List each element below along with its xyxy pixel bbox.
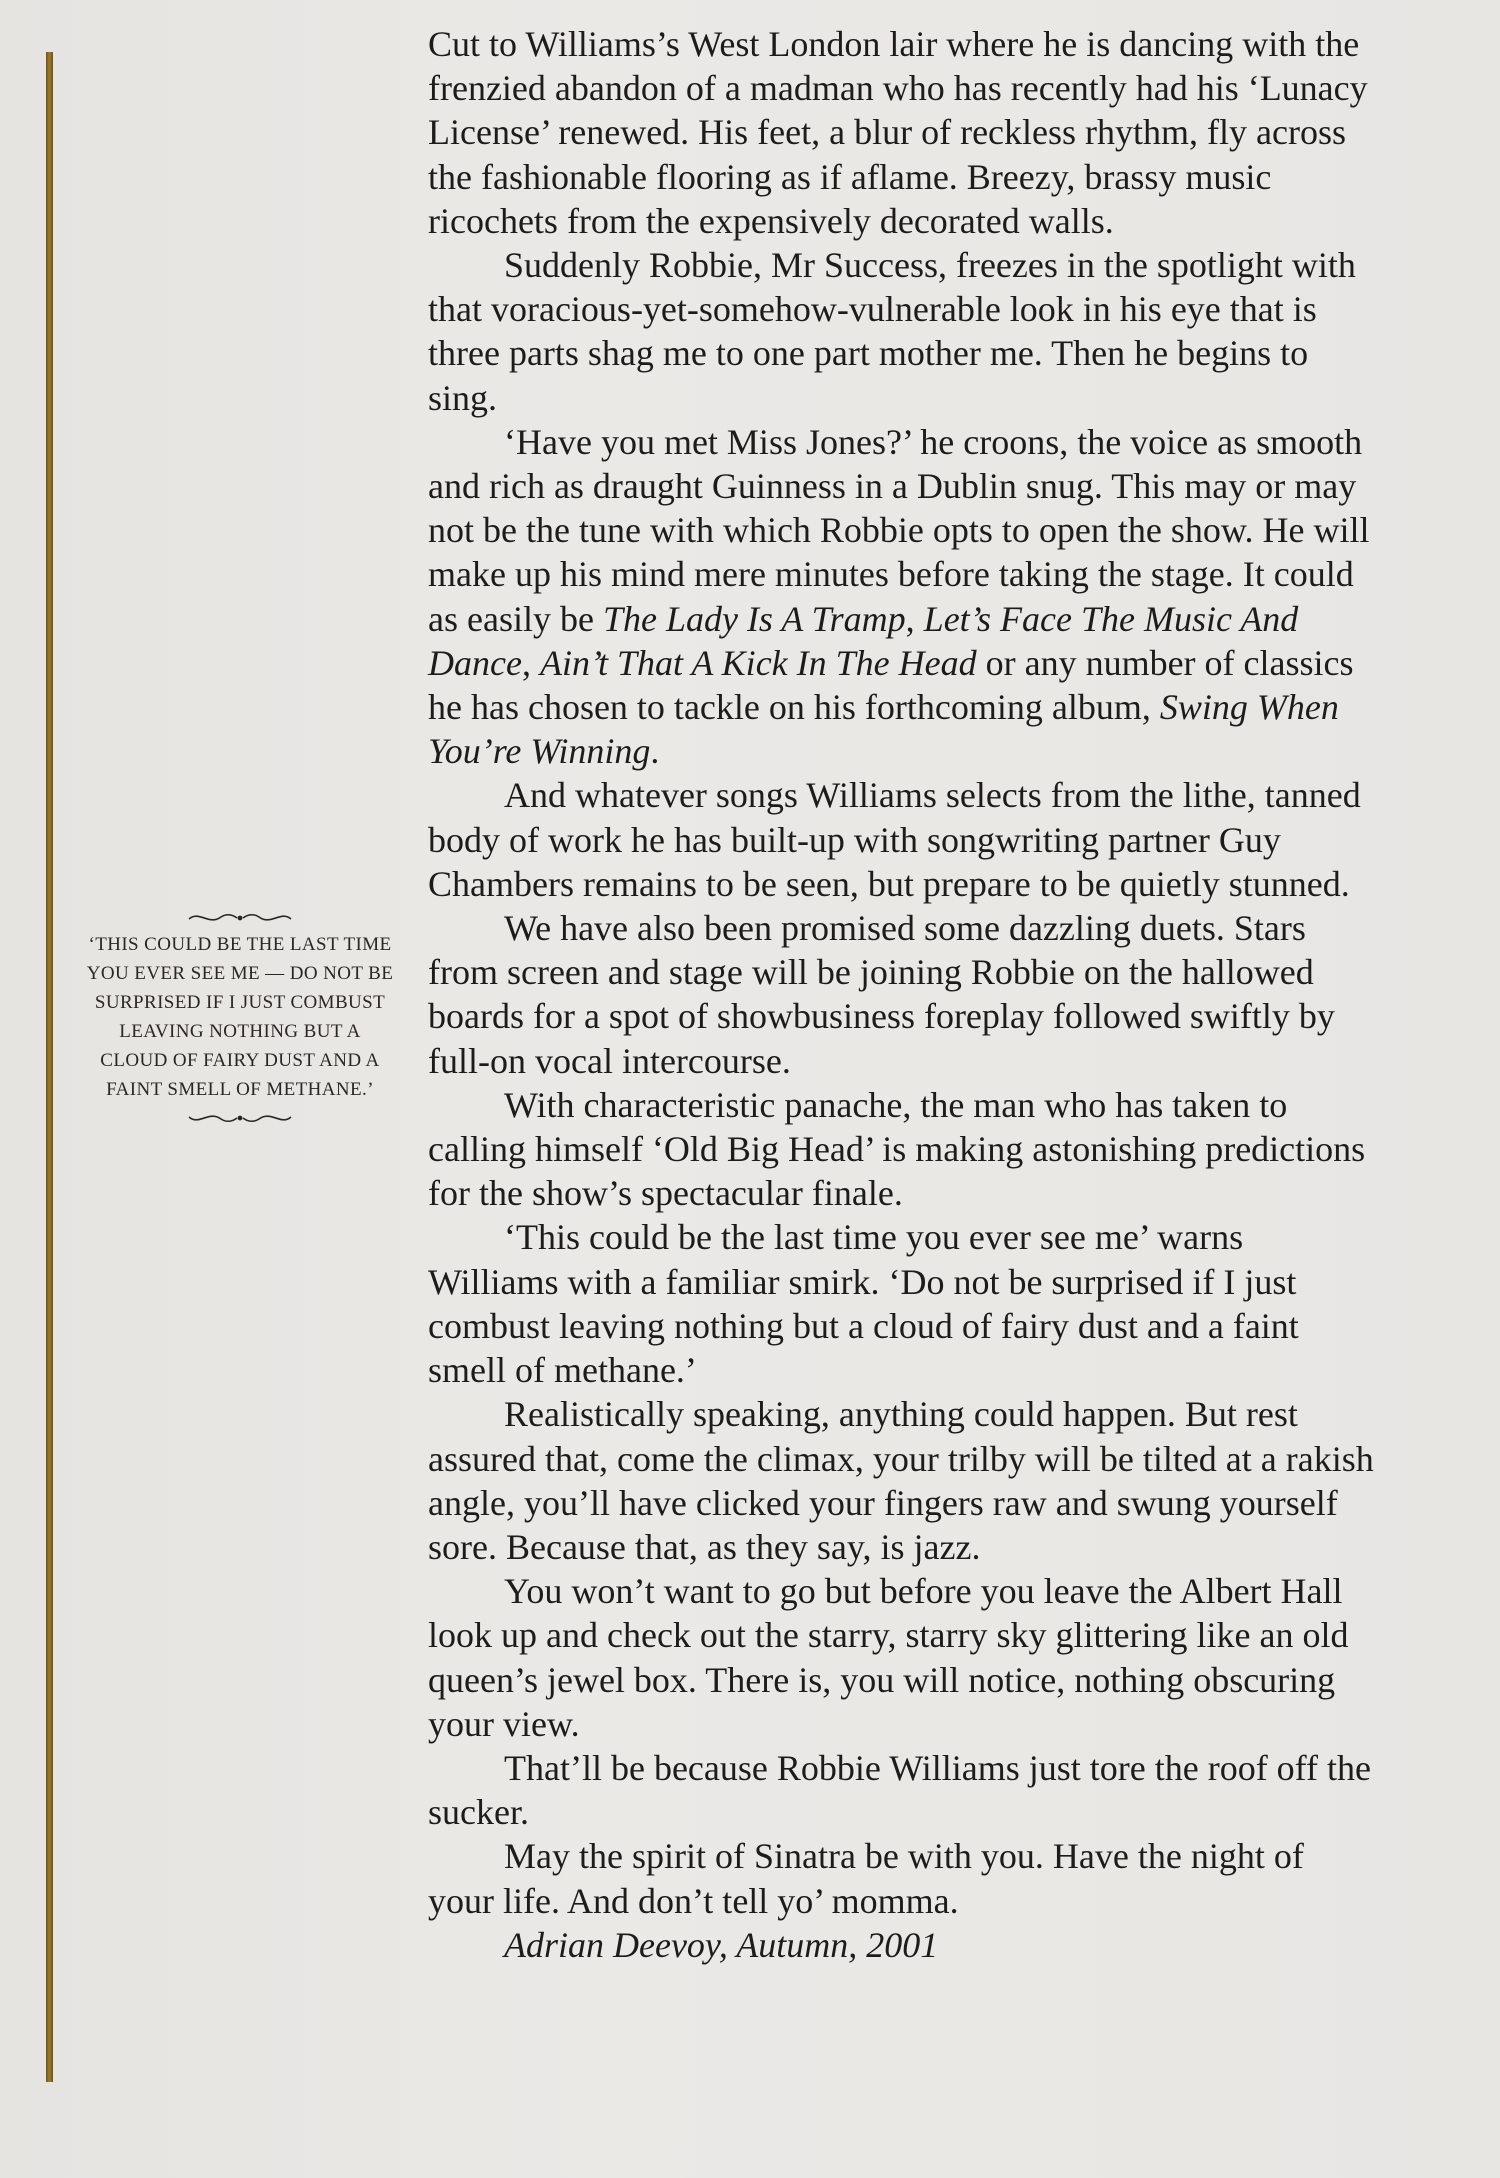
song-title: The Lady Is A Tramp xyxy=(602,598,906,639)
flourish-ornament-icon xyxy=(185,1108,295,1130)
paragraph: We have also been promised some dazzling duets. Stars from screen and stage will be joining Robbie on the hallowed boards for a spot of showbusiness foreplay followed swiftly by full-on vocal intercourse. xyxy=(428,908,1335,1081)
flourish-ornament-icon xyxy=(185,906,295,928)
separator: , xyxy=(905,598,924,639)
song-title: Let’s Face The Music And Dance xyxy=(428,598,1299,683)
paragraph: Suddenly Robbie, Mr Success, freezes in the spotlight with that voracious-yet-somehow-vulnerable look in his eye that is three parts shag me to one part mother me. Then he begins to sing. xyxy=(428,245,1356,418)
paragraph-text: ‘Have you met Miss Jones?’ he croons, the voice as smooth and rich as draught Guinness in a Dublin snug. This may or may not be the tune with which Robbie opts to open the show. He will make up his mind mere minutes before taking the stage. It could as easily be xyxy=(428,421,1370,639)
paragraph: ‘This could be the last time you ever see me’ warns Williams with a familiar smirk. ‘Do not be surprised if I just combust leaving nothing but a cloud of fairy dust and a faint smell of methane.’ xyxy=(428,1217,1299,1391)
separator: , xyxy=(521,642,540,683)
paragraph: You won’t want to go but before you leave the Albert Hall look up and check out the starry, starry sky glittering like an old queen’s jewel box. There is, you will notice, nothing obscuring your view. xyxy=(428,1571,1349,1744)
author-signature: Adrian Deevoy, Autumn, 2001 xyxy=(504,1924,939,1965)
album-title: Swing When You’re Winning xyxy=(428,687,1339,772)
pull-quote xyxy=(84,906,396,1130)
paragraph xyxy=(428,420,1378,774)
paragraph: With characteristic panache, the man who has taken to calling himself ‘Old Big Head’ is making astonishing predictions for the show’s spectacular finale. xyxy=(428,1084,1366,1214)
paragraph: May the spirit of Sinatra be with you. Have the night of your life. And don’t tell yo’ momma. xyxy=(428,1836,1304,1921)
paragraph: Realistically speaking, anything could happen. But rest assured that, come the climax, your trilby will be tilted at a rakish angle, you’ll have clicked your fingers raw and swung yourself sore. Because that, as they say, is jazz. xyxy=(428,1394,1374,1567)
article-body xyxy=(428,22,1378,1967)
paragraph-text: . xyxy=(650,731,660,772)
pull-quote-text: ‘THIS COULD BE THE LAST TIME YOU EVER SEE ME — DO NOT BE SURPRISED IF I JUST COMBUST LEAVING NOTHING BUT A CLOUD OF FAIRY DUST AND A FAINT SMELL OF METHANE.’ xyxy=(86,934,394,1100)
paragraph: And whatever songs Williams selects from the lithe, tanned body of work he has built-up with songwriting partner Guy Chambers remains to be seen, but prepare to be quietly stunned. xyxy=(428,775,1361,904)
paragraph-text: or any number of classics he has chosen to tackle on his forthcoming album, xyxy=(428,642,1354,728)
paragraph: Cut to Williams’s West London lair where he is dancing with the frenzied abandon of a madman who has recently had his ‘Lunacy License’ renewed. His feet, a blur of reckless rhythm, fly across the fashionable flooring as if aflame. Breezy, brassy music ricochets from the expensively decorated walls. xyxy=(428,24,1368,241)
paragraph: That’ll be because Robbie Williams just tore the roof off the sucker. xyxy=(428,1747,1371,1833)
gold-vertical-rule xyxy=(46,52,53,2082)
song-title: Ain’t That A Kick In The Head xyxy=(539,642,977,683)
